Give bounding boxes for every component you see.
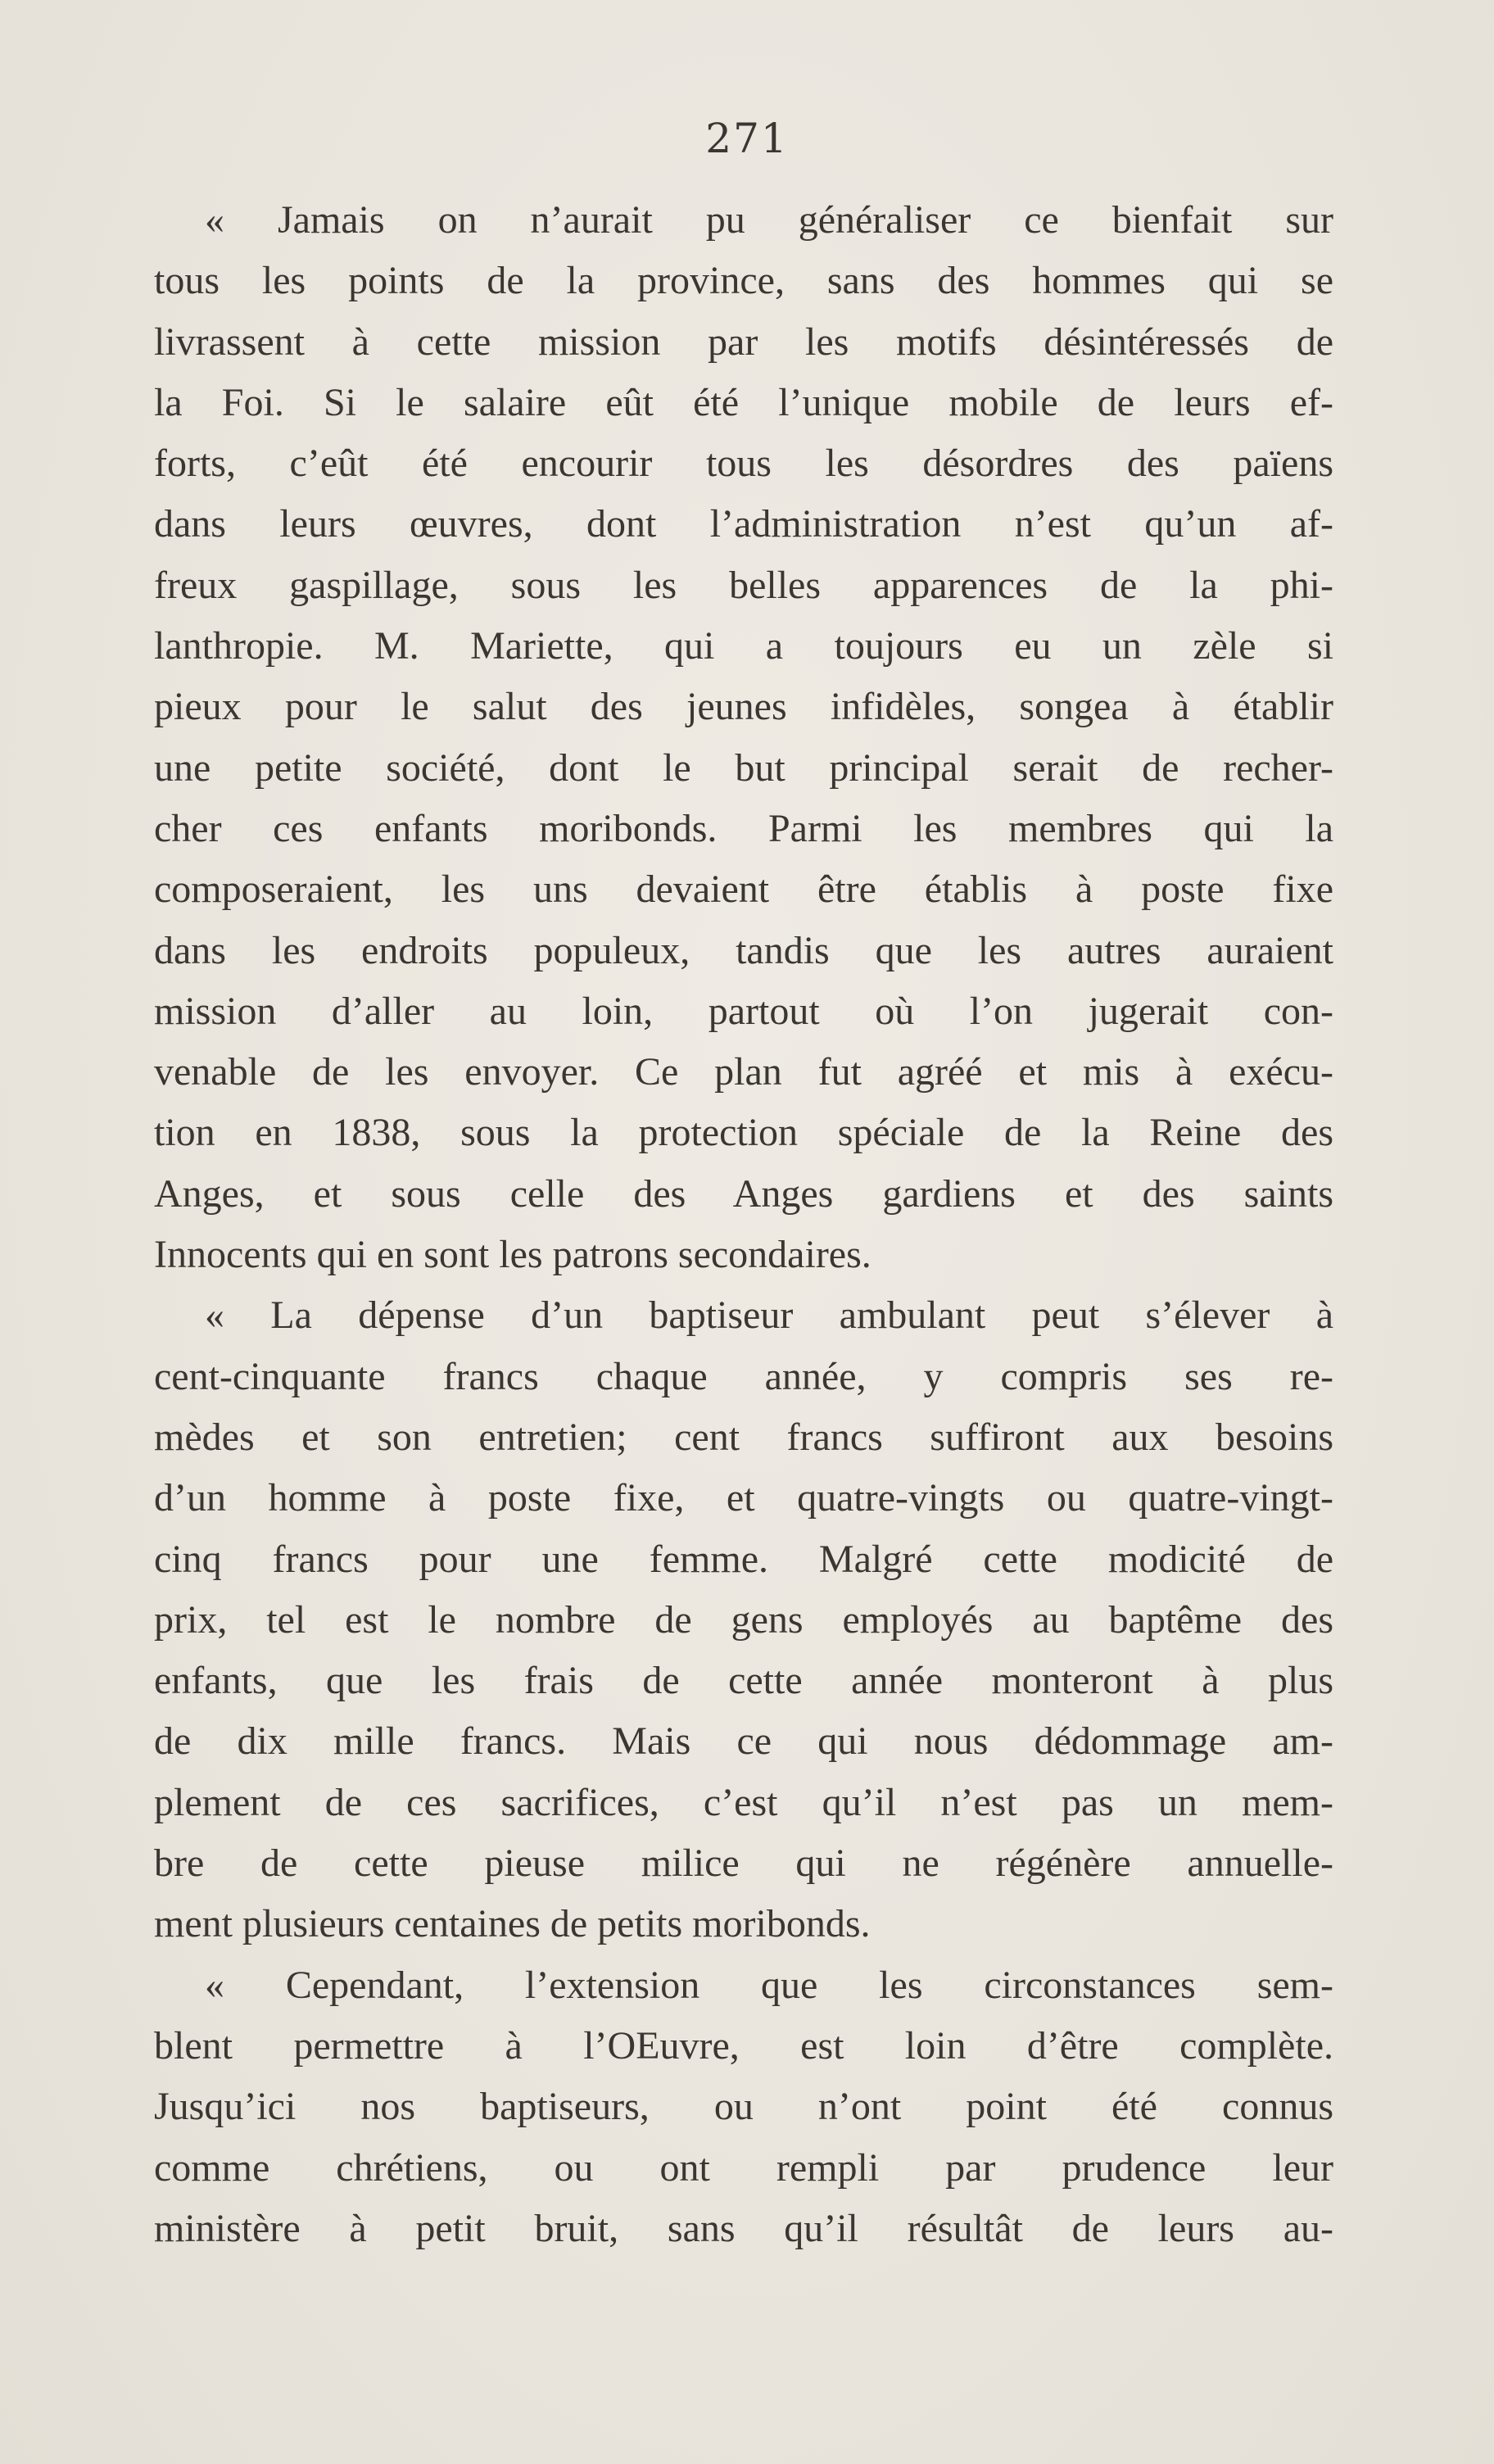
text-line: blent permettre à l’OEuvre, est loin d’être complète. — [154, 2023, 1333, 2068]
text-line: Anges, et sous celle des Anges gardiens et des saints — [154, 1171, 1333, 1216]
text-line: pieux pour le salut des jeunes infidèles, songea à établir — [154, 685, 1333, 729]
text-line: tion en 1838, sous la protection spéciale de la Reine des — [154, 1111, 1333, 1155]
text-line: cher ces enfants moribonds. Parmi les membres qui la — [154, 806, 1333, 850]
text-line: livrassent à cette mission par les motifs désintéressés de — [154, 319, 1333, 364]
text-line: freux gaspillage, sous les belles apparences de la phi- — [154, 563, 1333, 607]
text-line: « Cependant, l’extension que les circonstances sem- — [205, 1963, 1333, 2007]
text-line: Innocents qui en sont les patrons secondaires. — [154, 1233, 872, 1277]
text-line: enfants, que les frais de cette année monteront à plus — [154, 1659, 1333, 1703]
text-line: composeraient, les uns devaient être établis à poste fixe — [154, 867, 1333, 912]
text-line: tous les points de la province, sans des hommes qui se — [154, 259, 1333, 303]
text-line: une petite société, dont le but principal serait de recher- — [154, 745, 1333, 790]
text-line: « Jamais on n’aurait pu généraliser ce bienfait sur — [205, 198, 1333, 242]
text-line: venable de les envoyer. Ce plan fut agréé et mis à exécu- — [154, 1050, 1333, 1094]
text-line: de dix mille francs. Mais ce qui nous dédommage am- — [154, 1719, 1333, 1764]
text-line: lanthropie. M. Mariette, qui a toujours eu un zèle si — [154, 624, 1333, 668]
text-line: « La dépense d’un baptiseur ambulant peut s’élever à — [205, 1293, 1333, 1338]
text-line: dans leurs œuvres, dont l’administration n’est qu’un af- — [154, 502, 1333, 546]
text-line: prix, tel est le nombre de gens employés au baptême des — [154, 1597, 1333, 1642]
text-line: Jusqu’ici nos baptiseurs, ou n’ont point été connus — [154, 2085, 1333, 2129]
body-text — [154, 190, 1333, 2259]
text-line: ministère à petit bruit, sans qu’il résultât de leurs au- — [154, 2206, 1333, 2250]
text-line: bre de cette pieuse milice qui ne régénère annuelle- — [154, 1841, 1333, 1886]
text-line: mission d’aller au loin, partout où l’on jugerait con- — [154, 989, 1333, 1033]
text-line: cent-cinquante francs chaque année, y compris ses re- — [154, 1354, 1333, 1398]
page-number: 271 — [705, 115, 789, 162]
text-line: cinq francs pour une femme. Malgré cette modicité de — [154, 1537, 1333, 1581]
text-line: plement de ces sacrifices, c’est qu’il n’est pas un mem- — [154, 1780, 1333, 1824]
text-line: la Foi. Si le salaire eût été l’unique mobile de leurs ef- — [154, 380, 1333, 424]
text-line: dans les endroits populeux, tandis que les autres auraient — [154, 928, 1333, 972]
text-line: mèdes et son entretien; cent francs suffiront aux besoins — [154, 1415, 1333, 1459]
text-line: ment plusieurs centaines de petits moribonds. — [154, 1902, 871, 1946]
text-line: d’un homme à poste fixe, et quatre-vingts ou quatre-vingt- — [154, 1476, 1333, 1520]
text-line: forts, c’eût été encourir tous les désordres des païens — [154, 442, 1333, 486]
text-line: comme chrétiens, ou ont rempli par prudence leur — [154, 2145, 1333, 2190]
